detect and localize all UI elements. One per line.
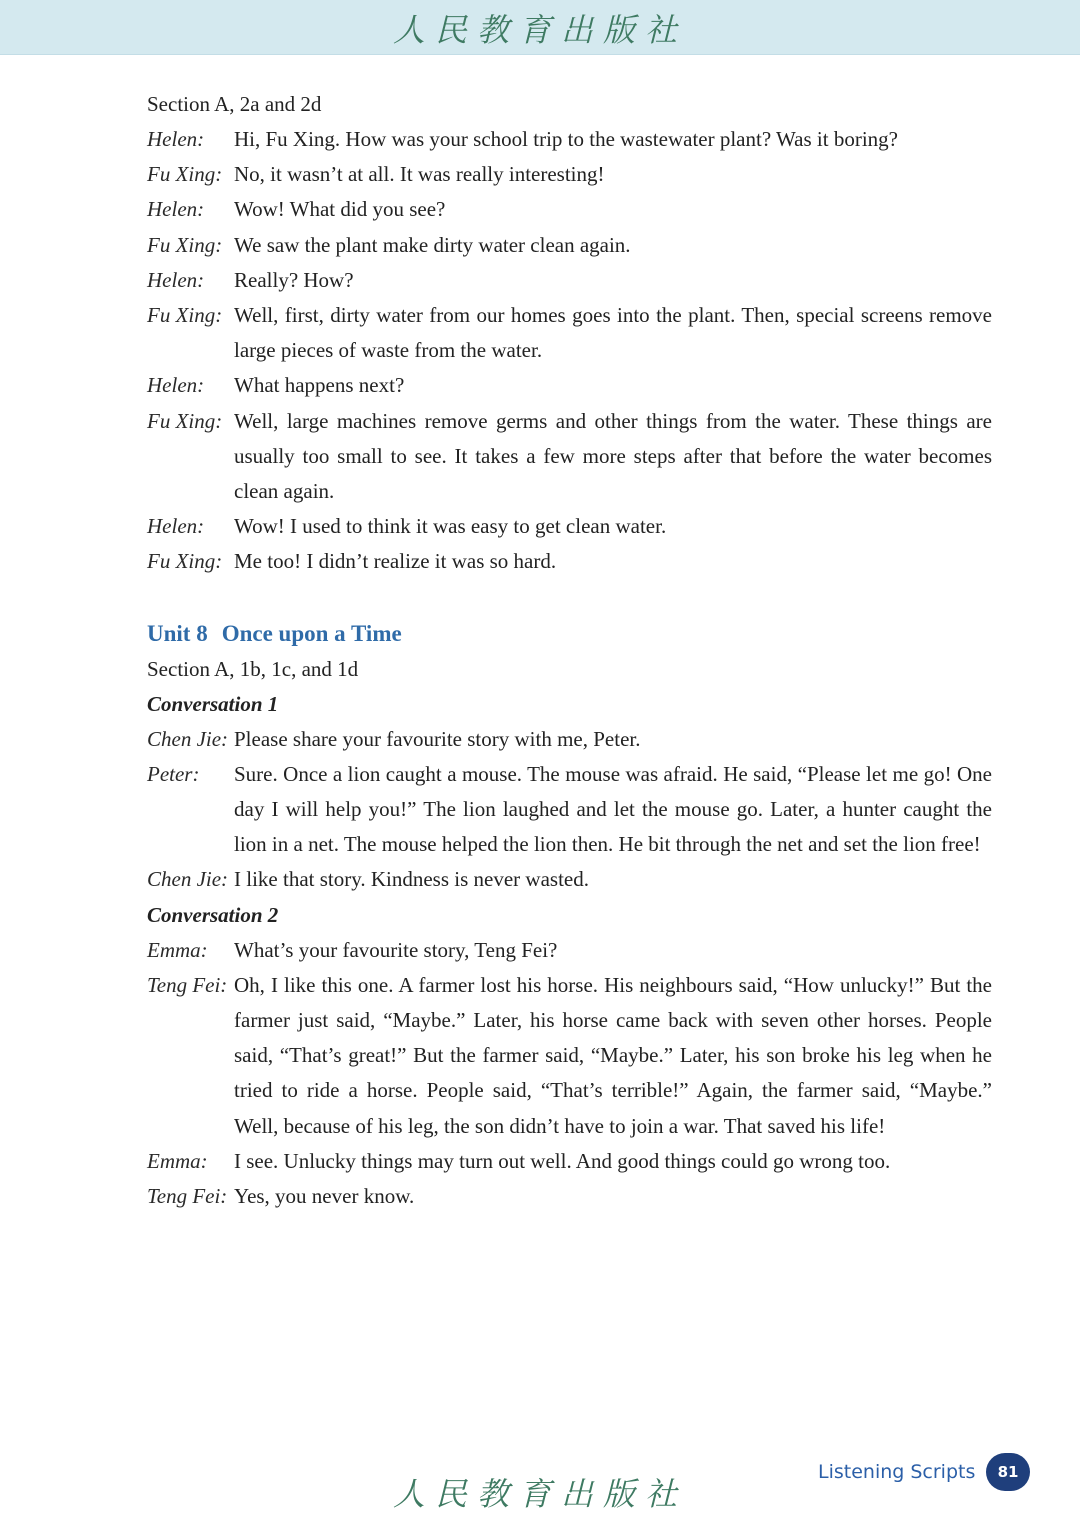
speech-text: Me too! I didn’t realize it was so hard.: [234, 549, 557, 574]
footer-label: Listening Scripts: [818, 1461, 976, 1483]
speech-text: What happens next?: [234, 373, 405, 398]
speech-text: Sure. Once a lion caught a mouse. The mouse was afraid. He said, “Please let me go! One day I will help you!” The lion laughed and let the mouse go. Later, a hunter caught the lion in a net. The mouse helped the lion then. He bit through the net and set the lion free!: [234, 761, 992, 857]
speaker-name: Fu Xing:: [147, 303, 223, 328]
dialogue-line: [147, 1144, 992, 1179]
dialogue-section-a-2a: [147, 122, 992, 580]
speaker-name: Emma:: [147, 1148, 208, 1173]
speaker-name: Fu Xing:: [147, 408, 223, 433]
dialogue-line: [147, 298, 992, 368]
unit-label: Unit 8: [147, 620, 208, 646]
dialogue-line: [147, 544, 992, 579]
speech-text: Yes, you never know.: [234, 1184, 415, 1209]
dialogue-line: [147, 933, 992, 968]
dialogue-line: [147, 757, 992, 863]
conversation-title: Conversation 1: [147, 691, 279, 716]
dialogue-line: [147, 122, 992, 157]
speech-text: Hi, Fu Xing. How was your school trip to the wastewater plant? Was it boring?: [234, 127, 898, 151]
dialogue-line: [147, 404, 992, 510]
speaker-name: Fu Xing:: [147, 162, 223, 187]
speaker-name: Chen Jie:: [147, 867, 229, 892]
dialogue-conversation-1: [147, 722, 992, 898]
dialogue-conversation-2: [147, 933, 992, 1215]
speaker-name: Peter:: [147, 761, 200, 786]
speech-text: Wow! I used to think it was easy to get clean water.: [234, 514, 667, 539]
dialogue-line: [147, 263, 992, 298]
dialogue-line: [147, 228, 992, 263]
speaker-name: Helen:: [147, 197, 205, 222]
dialogue-line: [147, 1179, 992, 1214]
page-number-badge: 81: [986, 1453, 1030, 1491]
page-content: [147, 87, 992, 1214]
dialogue-line: [147, 368, 992, 403]
dialogue-line: [147, 968, 992, 1144]
speech-text: Really? How?: [234, 267, 354, 292]
speech-text: Please share your favourite story with me, Peter.: [234, 726, 641, 751]
speech-text: Well, large machines remove germs and other things from the water. These things are usually too small to see. It takes a few more steps after that before the water becomes clean again.: [234, 408, 992, 504]
speaker-name: Teng Fei:: [147, 972, 228, 997]
speech-text: Oh, I like this one. A farmer lost his horse. His neighbours said, “How unlucky!” But the farmer just said, “Maybe.” Later, his horse came back with seven other horses. People said, “That’s great!” But the farmer said, “Maybe.” Later, his son broke his leg when he tried to ride a horse. People said, “That’s terrible!” Again, the farmer said, “Maybe.” Well, because of his leg, the son didn’t have to join a war. That saved his life!: [234, 972, 992, 1138]
dialogue-line: [147, 862, 992, 897]
speaker-name: Fu Xing:: [147, 549, 223, 574]
speaker-name: Helen:: [147, 267, 205, 292]
speaker-name: Helen:: [147, 127, 205, 151]
publisher-logo-top: 人民教育出版社: [392, 11, 687, 49]
speaker-name: Chen Jie:: [147, 726, 229, 751]
speaker-name: Fu Xing:: [147, 232, 223, 257]
speech-text: No, it wasn’t at all. It was really interesting!: [234, 162, 605, 187]
speaker-name: Helen:: [147, 514, 205, 539]
speaker-name: Teng Fei:: [147, 1184, 228, 1209]
speech-text: I see. Unlucky things may turn out well. And good things could go wrong too.: [234, 1148, 891, 1173]
speech-text: What’s your favourite story, Teng Fei?: [234, 937, 558, 962]
publisher-logo-bottom: 人民教育出版社: [392, 1475, 687, 1513]
dialogue-line: [147, 192, 992, 227]
speech-text: I like that story. Kindness is never wasted.: [234, 867, 589, 892]
speaker-name: Emma:: [147, 937, 208, 962]
section-heading: Section A, 1b, 1c, and 1d: [147, 656, 359, 681]
dialogue-line: [147, 509, 992, 544]
dialogue-line: [147, 157, 992, 192]
speaker-name: Helen:: [147, 373, 205, 398]
speech-text: Well, first, dirty water from our homes goes into the plant. Then, special screens remove large pieces of waste from the water.: [234, 303, 992, 363]
conversation-title: Conversation 2: [147, 902, 279, 927]
dialogue-line: [147, 722, 992, 757]
unit-title: [147, 616, 992, 652]
speech-text: We saw the plant make dirty water clean again.: [234, 232, 631, 257]
speech-text: Wow! What did you see?: [234, 197, 446, 222]
unit-name: Once upon a Time: [221, 620, 402, 646]
section-heading: Section A, 2a and 2d: [147, 92, 322, 116]
